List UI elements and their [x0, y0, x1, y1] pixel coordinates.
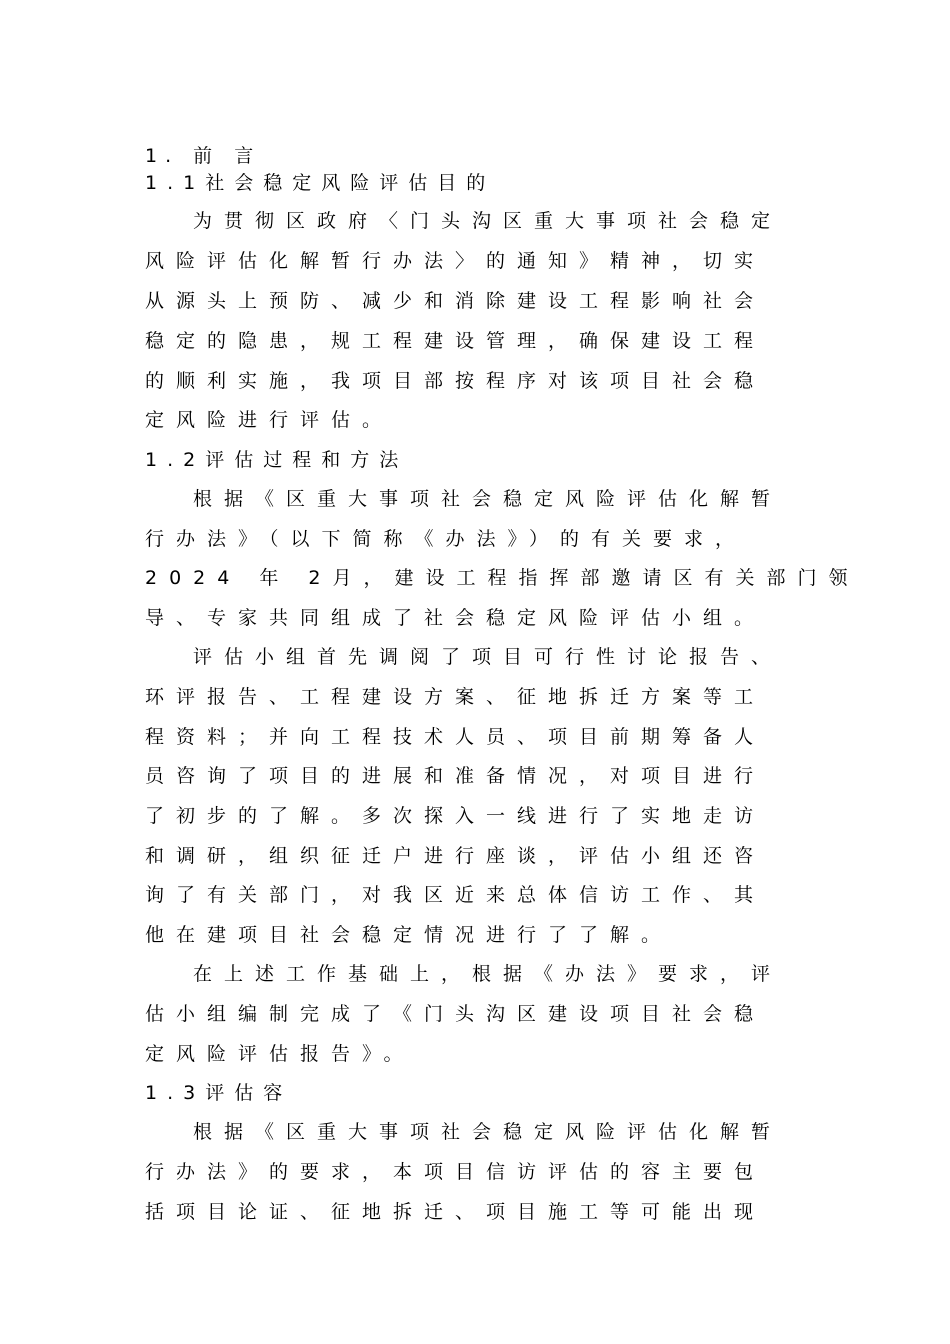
paragraph-line: 导、专家共同组成了社会稳定风险评估小组。	[145, 607, 766, 629]
paragraph-line: 程资料；并向工程技术人员、项目前期筹备人	[145, 726, 766, 748]
paragraph-line: 的顺利实施，我项目部按程序对该项目社会稳	[145, 370, 766, 392]
paragraph-line: 为贯彻区政府〈门头沟区重大事项社会稳定	[193, 210, 783, 232]
paragraph-line: 定风险评估报告》。	[145, 1043, 415, 1065]
paragraph-line: 括项目论证、征地拆迁、项目施工等可能出现	[145, 1201, 766, 1223]
paragraph-line: 定风险进行评估。	[145, 409, 394, 431]
paragraph-line: 员咨询了项目的进展和准备情况，对项目进行	[145, 765, 766, 787]
paragraph-line: 2024 年 2月，建设工程指挥部邀请区有关部门领	[145, 567, 860, 589]
paragraph-line: 风险评估化解暂行办法〉的通知》精神，切实	[145, 250, 766, 272]
heading-1-3: 1.3评估容	[145, 1082, 293, 1104]
heading-1-2: 1.2评估过程和方法	[145, 449, 409, 471]
paragraph-line: 了初步的了解。多次探入一线进行了实地走访	[145, 805, 766, 827]
paragraph-line: 行办法》（以下简称《办法》）的有关要求，	[145, 528, 747, 550]
heading-preface: 1. 前 言	[145, 145, 262, 167]
paragraph-line: 根据《区重大事项社会稳定风险评估化解暂	[193, 488, 783, 510]
paragraph-line: 稳定的隐患，规工程建设管理，确保建设工程	[145, 330, 766, 352]
paragraph-line: 在上述工作基础上，根据《办法》要求，评	[193, 963, 783, 985]
paragraph-line: 他在建项目社会稳定情况进行了了解。	[145, 924, 673, 946]
paragraph-line: 根据《区重大事项社会稳定风险评估化解暂	[193, 1121, 783, 1143]
paragraph-line: 环评报告、工程建设方案、征地拆迁方案等工	[145, 686, 766, 708]
paragraph-line: 从源头上预防、减少和消除建设工程影响社会	[145, 290, 766, 312]
heading-1-1: 1.1社会稳定风险评估目的	[145, 172, 496, 194]
paragraph-line: 和调研，组织征迁户进行座谈，评估小组还咨	[145, 845, 766, 867]
paragraph-line: 评估小组首先调阅了项目可行性讨论报告、	[193, 646, 783, 668]
paragraph-line: 询了有关部门，对我区近来总体信访工作、其	[145, 884, 766, 906]
paragraph-line: 行办法》的要求，本项目信访评估的容主要包	[145, 1161, 766, 1183]
paragraph-line: 估小组编制完成了《门头沟区建设项目社会稳	[145, 1003, 766, 1025]
